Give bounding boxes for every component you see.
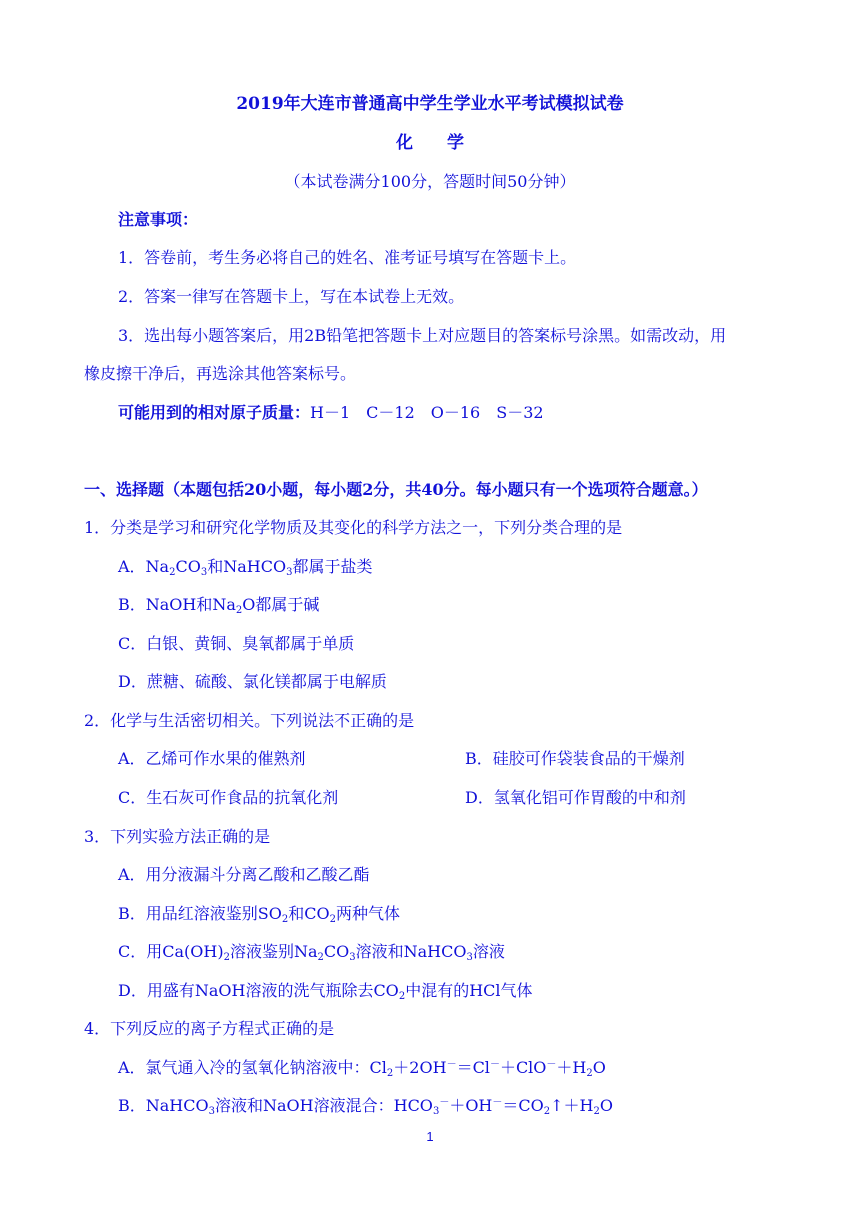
notice-item-1: 1．答卷前，考生务必将自己的姓名、准考证号填写在答题卡上。 (118, 248, 577, 267)
question-2-option-a: A．乙烯可作水果的催熟剂 (118, 749, 306, 768)
notice-heading: 注意事项： (118, 210, 199, 229)
question-1-stem: 1．分类是学习和研究化学物质及其变化的科学方法之一，下列分类合理的是 (84, 518, 623, 537)
question-2-option-b: B．硅胶可作袋装食品的干燥剂 (465, 749, 685, 768)
subject-title: 化 学 (396, 133, 464, 153)
atomic-mass-values: H－1 C－12 O－16 S－32 (310, 403, 544, 422)
question-1-option-a: A．$Na_2CO_3$和NaHCO$_3$都属于盐类 (118, 557, 373, 578)
question-4-option-a: A．氯气通入冷的氢氧化钠溶液中：$Cl_2+2OH^-=Cl^-+ClO^-+H_2O$ (118, 1058, 606, 1079)
question-3-option-a: A．用分液漏斗分离乙酸和乙酸乙酯 (118, 865, 370, 884)
question-1-option-d: D．蔗糖、硫酸、氯化镁都属于电解质 (118, 672, 387, 691)
notice-item-2: 2．答案一律写在答题卡上，写在本试卷上无效。 (118, 287, 465, 306)
question-3-option-d: D．用盛有NaOH溶液的洗气瓶除去$CO_2$中混有的HCl气体 (118, 981, 533, 1002)
question-3-option-b: B．用品红溶液鉴别$SO_2$和$CO_2$两种气体 (118, 904, 400, 925)
question-2-stem: 2．化学与生活密切相关。下列说法不正确的是 (84, 711, 415, 730)
question-2-option-c: C．生石灰可作食品的抗氧化剂 (118, 788, 339, 807)
question-1-option-b: B．NaOH和$Na_2O$都属于碱 (118, 595, 320, 616)
atomic-mass-line (118, 403, 544, 423)
page-number: 1 (426, 1129, 434, 1144)
exam-title: 2019年大连市普通高中学生学业水平考试模拟试卷 (236, 94, 624, 114)
question-4-stem: 4．下列反应的离子方程式正确的是 (84, 1019, 335, 1038)
atomic-mass-label: 可能用到的相对原子质量： (118, 403, 311, 422)
exam-note: （本试卷满分100分，答题时间50分钟） (284, 172, 576, 191)
section-heading: 一、选择题（本题包括20小题，每小题2分，共40分。每小题只有一个选项符合题意。） (84, 480, 708, 499)
notice-item-3: 3．选出每小题答案后，用2B铅笔把答题卡上对应题目的答案标号涂黑。如需改动，用 (118, 326, 727, 345)
notice-item-3-cont: 橡皮擦干净后，再选涂其他答案标号。 (84, 364, 357, 383)
question-1-option-c: C．白银、黄铜、臭氧都属于单质 (118, 634, 355, 653)
question-4-option-b: B．NaHCO$_3$溶液和NaOH溶液混合：$HCO_3^-+OH^-=CO_2↑+H_2O$ (118, 1096, 614, 1117)
question-3-option-c: C．用$Ca(OH)_2$溶液鉴别$Na_2CO_3$溶液和NaHCO$_3$溶液 (118, 942, 505, 963)
question-2-option-d: D．氢氧化铝可作胃酸的中和剂 (465, 788, 686, 807)
question-3-stem: 3．下列实验方法正确的是 (84, 827, 271, 846)
